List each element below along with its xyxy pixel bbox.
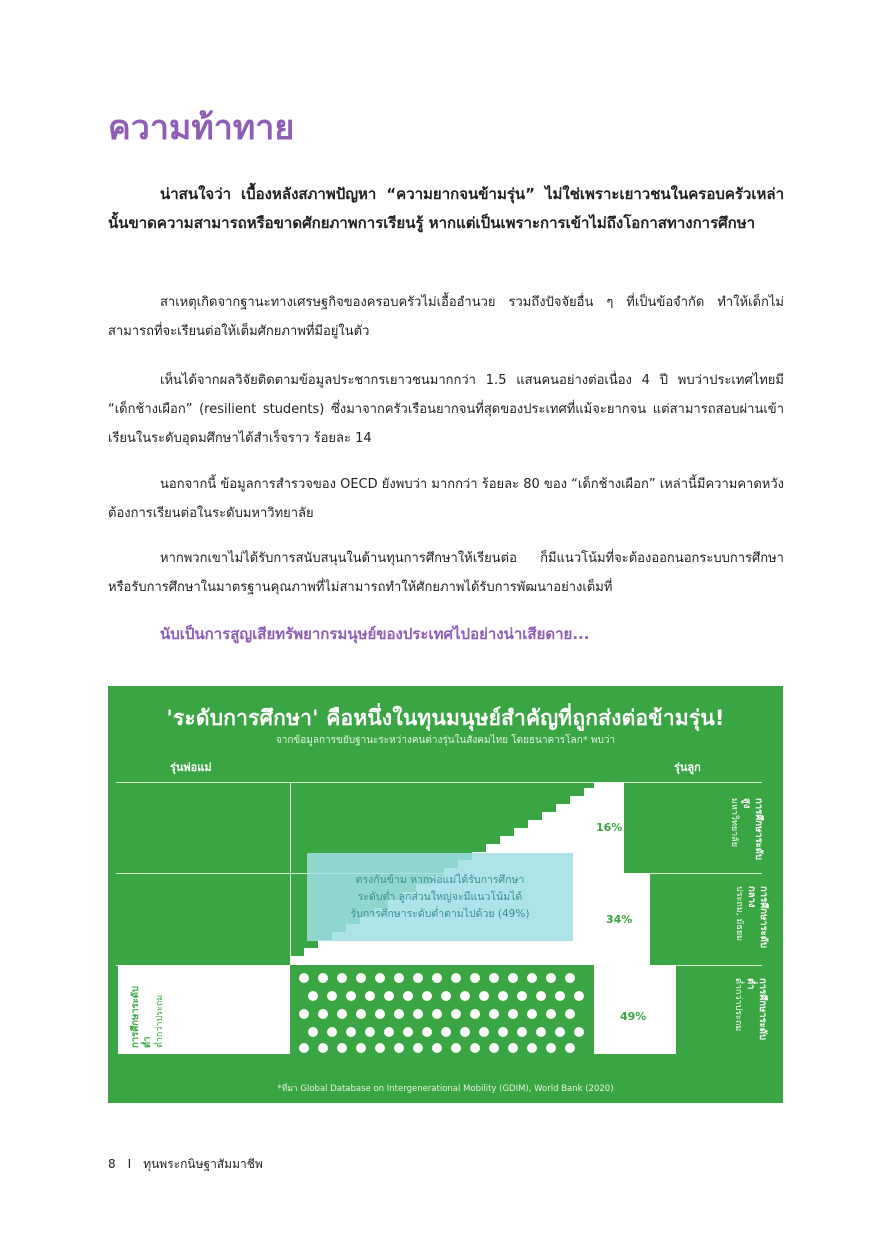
bottom-dot bbox=[441, 1027, 451, 1037]
bottom-dot bbox=[299, 1009, 309, 1019]
level-label-middle: การศึกษาระดับกลาง ประถม, มัธยม bbox=[734, 886, 769, 948]
percent-middle: 34% bbox=[606, 913, 633, 926]
bottom-dot bbox=[489, 973, 499, 983]
bottom-dot bbox=[384, 1027, 394, 1037]
bottom-dot bbox=[517, 991, 527, 1001]
source-note: *ที่มา Global Database on Intergenerational Mobility (GDIM), World Bank (2020) bbox=[277, 1084, 614, 1094]
bottom-dot bbox=[375, 1043, 385, 1053]
body-paragraph-4: หากพวกเขาไม่ได้รับการสนับสนุนในด้านทุนการศึกษาให้เรียนต่อ ก็มีแนวโน้มที่จะต้องออกนอกระบบการศึกษา หรือรับการศึกษาในมาตรฐานคุณภาพที่ไม่สามารถทำให้ศักยภาพได้รับการพัฒนาอย่างเต็มที่ bbox=[108, 551, 784, 595]
bottom-dot bbox=[365, 991, 375, 1001]
parents-label: รุ่นพ่อแม่ bbox=[170, 761, 212, 774]
bottom-dot bbox=[451, 1043, 461, 1053]
footer-separator: I bbox=[127, 1157, 132, 1171]
bottom-dot bbox=[498, 991, 508, 1001]
bottom-dot bbox=[299, 1043, 309, 1053]
bottom-dot bbox=[432, 1009, 442, 1019]
bottom-dot bbox=[546, 1043, 556, 1053]
level-label-high: การศึกษาระดับสูง มหาวิทยาลัย bbox=[729, 798, 764, 860]
bottom-dot bbox=[555, 1027, 565, 1037]
bottom-dot bbox=[327, 1027, 337, 1037]
bottom-dot bbox=[498, 1027, 508, 1037]
bottom-dot bbox=[508, 1043, 518, 1053]
bottom-dot bbox=[318, 973, 328, 983]
bottom-dot bbox=[565, 973, 575, 983]
stair-dot bbox=[575, 817, 585, 827]
bottom-dot bbox=[451, 1009, 461, 1019]
bottom-dot bbox=[318, 1043, 328, 1053]
bottom-dot bbox=[574, 991, 584, 1001]
bottom-dot bbox=[394, 973, 404, 983]
bottom-dot bbox=[346, 991, 356, 1001]
bottom-dot bbox=[489, 1043, 499, 1053]
bottom-dot bbox=[508, 1009, 518, 1019]
bottom-dot bbox=[451, 973, 461, 983]
bottom-dot bbox=[384, 991, 394, 1001]
highlight-text: นับเป็นการสูญเสียทรัพยากรมนุษย์ของประเทศไปอย่างน่าเสียดาย... bbox=[160, 625, 590, 643]
bottom-dot bbox=[527, 973, 537, 983]
percent-high: 16% bbox=[596, 821, 623, 834]
bottom-dot bbox=[299, 973, 309, 983]
lead-paragraph: น่าสนใจว่า เบื้องหลังสภาพปัญหา “ความยากจนข้ามรุ่น” ไม่ใช่เพราะเยาวชนในครอบครัวเหล่านั้นขาดความสามารถหรือขาดศักยภาพการเรียนรู้ หากแต่เป็นเพราะการเข้าไม่ถึงโอกาสทางการศึกษา bbox=[108, 185, 784, 232]
bottom-dot bbox=[365, 1027, 375, 1037]
bottom-dot bbox=[441, 991, 451, 1001]
bottom-dot bbox=[394, 1009, 404, 1019]
bottom-dot bbox=[356, 1009, 366, 1019]
bottom-dot bbox=[574, 1027, 584, 1037]
bottom-dot bbox=[546, 973, 556, 983]
body-paragraph-3: นอกจากนี้ ข้อมูลการสำรวจของ OECD ยังพบว่า มากกว่า ร้อยละ 80 ของ “เด็กช้างเผือก” เหล่านี้มีความคาดหวังต้องการเรียนต่อในระดับมหาวิทยาลัย bbox=[108, 477, 784, 521]
callout-line-3: รับการศึกษาระดับต่ำตามไปด้วย (49%) bbox=[350, 907, 530, 920]
bottom-dot bbox=[527, 1043, 537, 1053]
bottom-dot bbox=[422, 991, 432, 1001]
bottom-dot bbox=[413, 1009, 423, 1019]
bottom-dot bbox=[565, 1043, 575, 1053]
bottom-dot bbox=[403, 991, 413, 1001]
bottom-dot bbox=[356, 1043, 366, 1053]
bottom-dot bbox=[318, 1009, 328, 1019]
parent-level-label: การศึกษาระดับต่ำ ต่ำกว่าประถม bbox=[130, 986, 165, 1048]
bottom-dot bbox=[470, 1043, 480, 1053]
bottom-dot bbox=[308, 991, 318, 1001]
page-title: ความท้าทาย bbox=[108, 108, 295, 148]
bottom-dot bbox=[470, 1009, 480, 1019]
info-callout bbox=[307, 853, 573, 941]
bottom-dot bbox=[308, 1027, 318, 1037]
percent-low: 49% bbox=[620, 1010, 647, 1023]
bottom-dot bbox=[422, 1027, 432, 1037]
stair-dot bbox=[551, 823, 561, 833]
bottom-dot bbox=[555, 991, 565, 1001]
bottom-dot bbox=[375, 1009, 385, 1019]
bottom-dot bbox=[489, 1009, 499, 1019]
bottom-dot bbox=[565, 1009, 575, 1019]
bottom-dot bbox=[460, 1027, 470, 1037]
bottom-dot bbox=[527, 1009, 537, 1019]
bottom-dot bbox=[508, 973, 518, 983]
bottom-dot bbox=[413, 973, 423, 983]
bottom-dot bbox=[432, 1043, 442, 1053]
bottom-dot bbox=[375, 973, 385, 983]
bottom-dot bbox=[337, 973, 347, 983]
level-label-low: การศึกษาระดับต่ำ ต่ำกว่าประถม bbox=[733, 978, 768, 1040]
bottom-dot bbox=[536, 991, 546, 1001]
bottom-dot bbox=[356, 973, 366, 983]
callout-line-1: ตรงกันข้าม หากพ่อแม่ได้รับการศึกษา bbox=[355, 873, 525, 886]
body-paragraph-1: สาเหตุเกิดจากฐานะทางเศรษฐกิจของครอบครัวไม่เอื้ออำนวย รวมถึงปัจจัยอื่น ๆ ที่เป็นข้อจำกัด ทำให้เด็กไม่สามารถที่จะเรียนต่อให้เต็มศักยภาพที่มีอยู่ในตัว bbox=[108, 295, 784, 339]
bottom-dot bbox=[403, 1027, 413, 1037]
children-label: รุ่นลูก bbox=[674, 761, 701, 774]
bottom-dot bbox=[470, 973, 480, 983]
callout-line-2: ระดับต่ำ ลูกส่วนใหญ่จะมีแนวโน้มได้ bbox=[357, 890, 523, 903]
bottom-dot bbox=[517, 1027, 527, 1037]
bottom-dot bbox=[327, 991, 337, 1001]
body-paragraph-2: เห็นได้จากผลวิจัยติดตามข้อมูลประชากรเยาวชนมากกว่า 1.5 แสนคนอย่างต่อเนื่อง 4 ปี พบว่าประเทศไทยมี “เด็กช้างเผือก” (resilient students) ซึ่งมาจากครัวเรือนยากจนที่สุดของประเทศที่แม้จะยากจน แต่สามารถสอบผ่านเข้าเรียนในระดับอุดมศึกษาได้สำเร็จราว ร้อยละ 14 bbox=[108, 373, 784, 446]
page-number: 8 bbox=[108, 1157, 116, 1171]
infographic-title: 'ระดับการศึกษา' คือหนึ่งในทุนมนุษย์สำคัญที่ถูกส่งต่อข้ามรุ่น! bbox=[166, 706, 725, 730]
infographic bbox=[108, 686, 783, 1103]
infographic-subtitle: จากข้อมูลการขยับฐานะระหว่างคนต่างรุ่นในสังคมไทย โดยธนาคารโลก* พบว่า bbox=[275, 735, 616, 746]
footer-title: ทุนพระกนิษฐาสัมมาชีพ bbox=[143, 1157, 263, 1171]
page-footer bbox=[108, 1155, 263, 1174]
bottom-dot bbox=[413, 1043, 423, 1053]
bottom-dot bbox=[460, 991, 470, 1001]
bottom-dot bbox=[346, 1027, 356, 1037]
bottom-dot bbox=[337, 1043, 347, 1053]
bottom-dot bbox=[479, 991, 489, 1001]
bottom-dot bbox=[337, 1009, 347, 1019]
bottom-dot bbox=[546, 1009, 556, 1019]
bottom-dot bbox=[432, 973, 442, 983]
bottom-dot bbox=[394, 1043, 404, 1053]
bottom-dot bbox=[536, 1027, 546, 1037]
bottom-dot bbox=[479, 1027, 489, 1037]
